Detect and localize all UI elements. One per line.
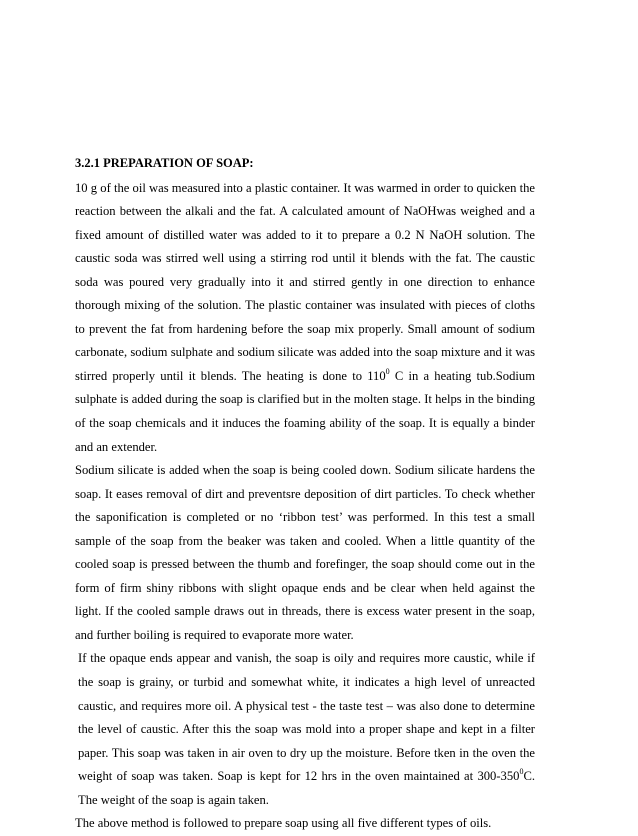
superscript-degree: 0 (385, 366, 390, 376)
paragraph-text: C. The weight of the soap is again taken. (78, 769, 535, 807)
superscript-degree: 0 (519, 766, 524, 776)
paragraph-preparation (75, 177, 535, 460)
document-page (75, 152, 535, 836)
paragraph-sodium-silicate: Sodium silicate is added when the soap is being cooled down. Sodium silicate hardens the soap. It eases removal of dirt and preventsre deposition of dirt particles. To check whether the saponification is completed or no ‘ribbon test’ was performed. In this test a small sample of the soap from the beaker was taken and cooled. When a little quantity of the cooled soap is pressed between the thumb and forefinger, the soap should come out in the form of firm shiny ribbons with slight opaque ends and be clear when held against the light. If the cooled sample draws out in threads, there is excess water present in the soap, and further boiling is required to evaporate more water. (75, 463, 535, 642)
paragraph-text: 10 g of the oil was measured into a plastic container. It was warmed in order to quicken the reaction between the alkali and the fat. A calculated amount of NaOHwas weighed and a fixed amount of distilled water was added to it to prepare a 0.2 N NaOH solution. The caustic soda was stirred well using a stirring rod until it blends with the fat. The caustic soda was poured very gradually into it and stirred gently in one direction to enhance thorough mixing of the solution. The plastic container was insulated with pieces of cloths to prevent the fat from hardening before the soap mix properly. Small amount of sodium carbonate, sodium sulphate and sodium silicate was added into the soap mixture and it was stirred properly until it blends. The heating is done to 110 (75, 180, 535, 383)
section-heading: 3.2.1 PREPARATION OF SOAP: (75, 156, 254, 170)
paragraph-closing: The above method is followed to prepare soap using all five different types of oils. (75, 816, 492, 831)
paragraph-text: C in a heating tub.Sodium sulphate is added during the soap is clarified but in the molten stage. It helps in the binding of the soap chemicals and it induces the foaming ability of the soap. It is equally a binder and an extender. (75, 368, 535, 454)
paragraph-opaque-ends (75, 647, 535, 812)
paragraph-text: If the opaque ends appear and vanish, the soap is oily and requires more caustic, while if the soap is grainy, or turbid and somewhat white, it indicates a high level of unreacted caustic, and requires more oil. A physical test - the taste test – was also done to determine the level of caustic. After this the soap was mold into a proper shape and kept in a filter paper. This soap was taken in air oven to dry up the moisture. Before tken in the oven the weight of soap was taken. Soap is kept for 12 hrs in the oven maintained at 300-350 (78, 651, 535, 784)
